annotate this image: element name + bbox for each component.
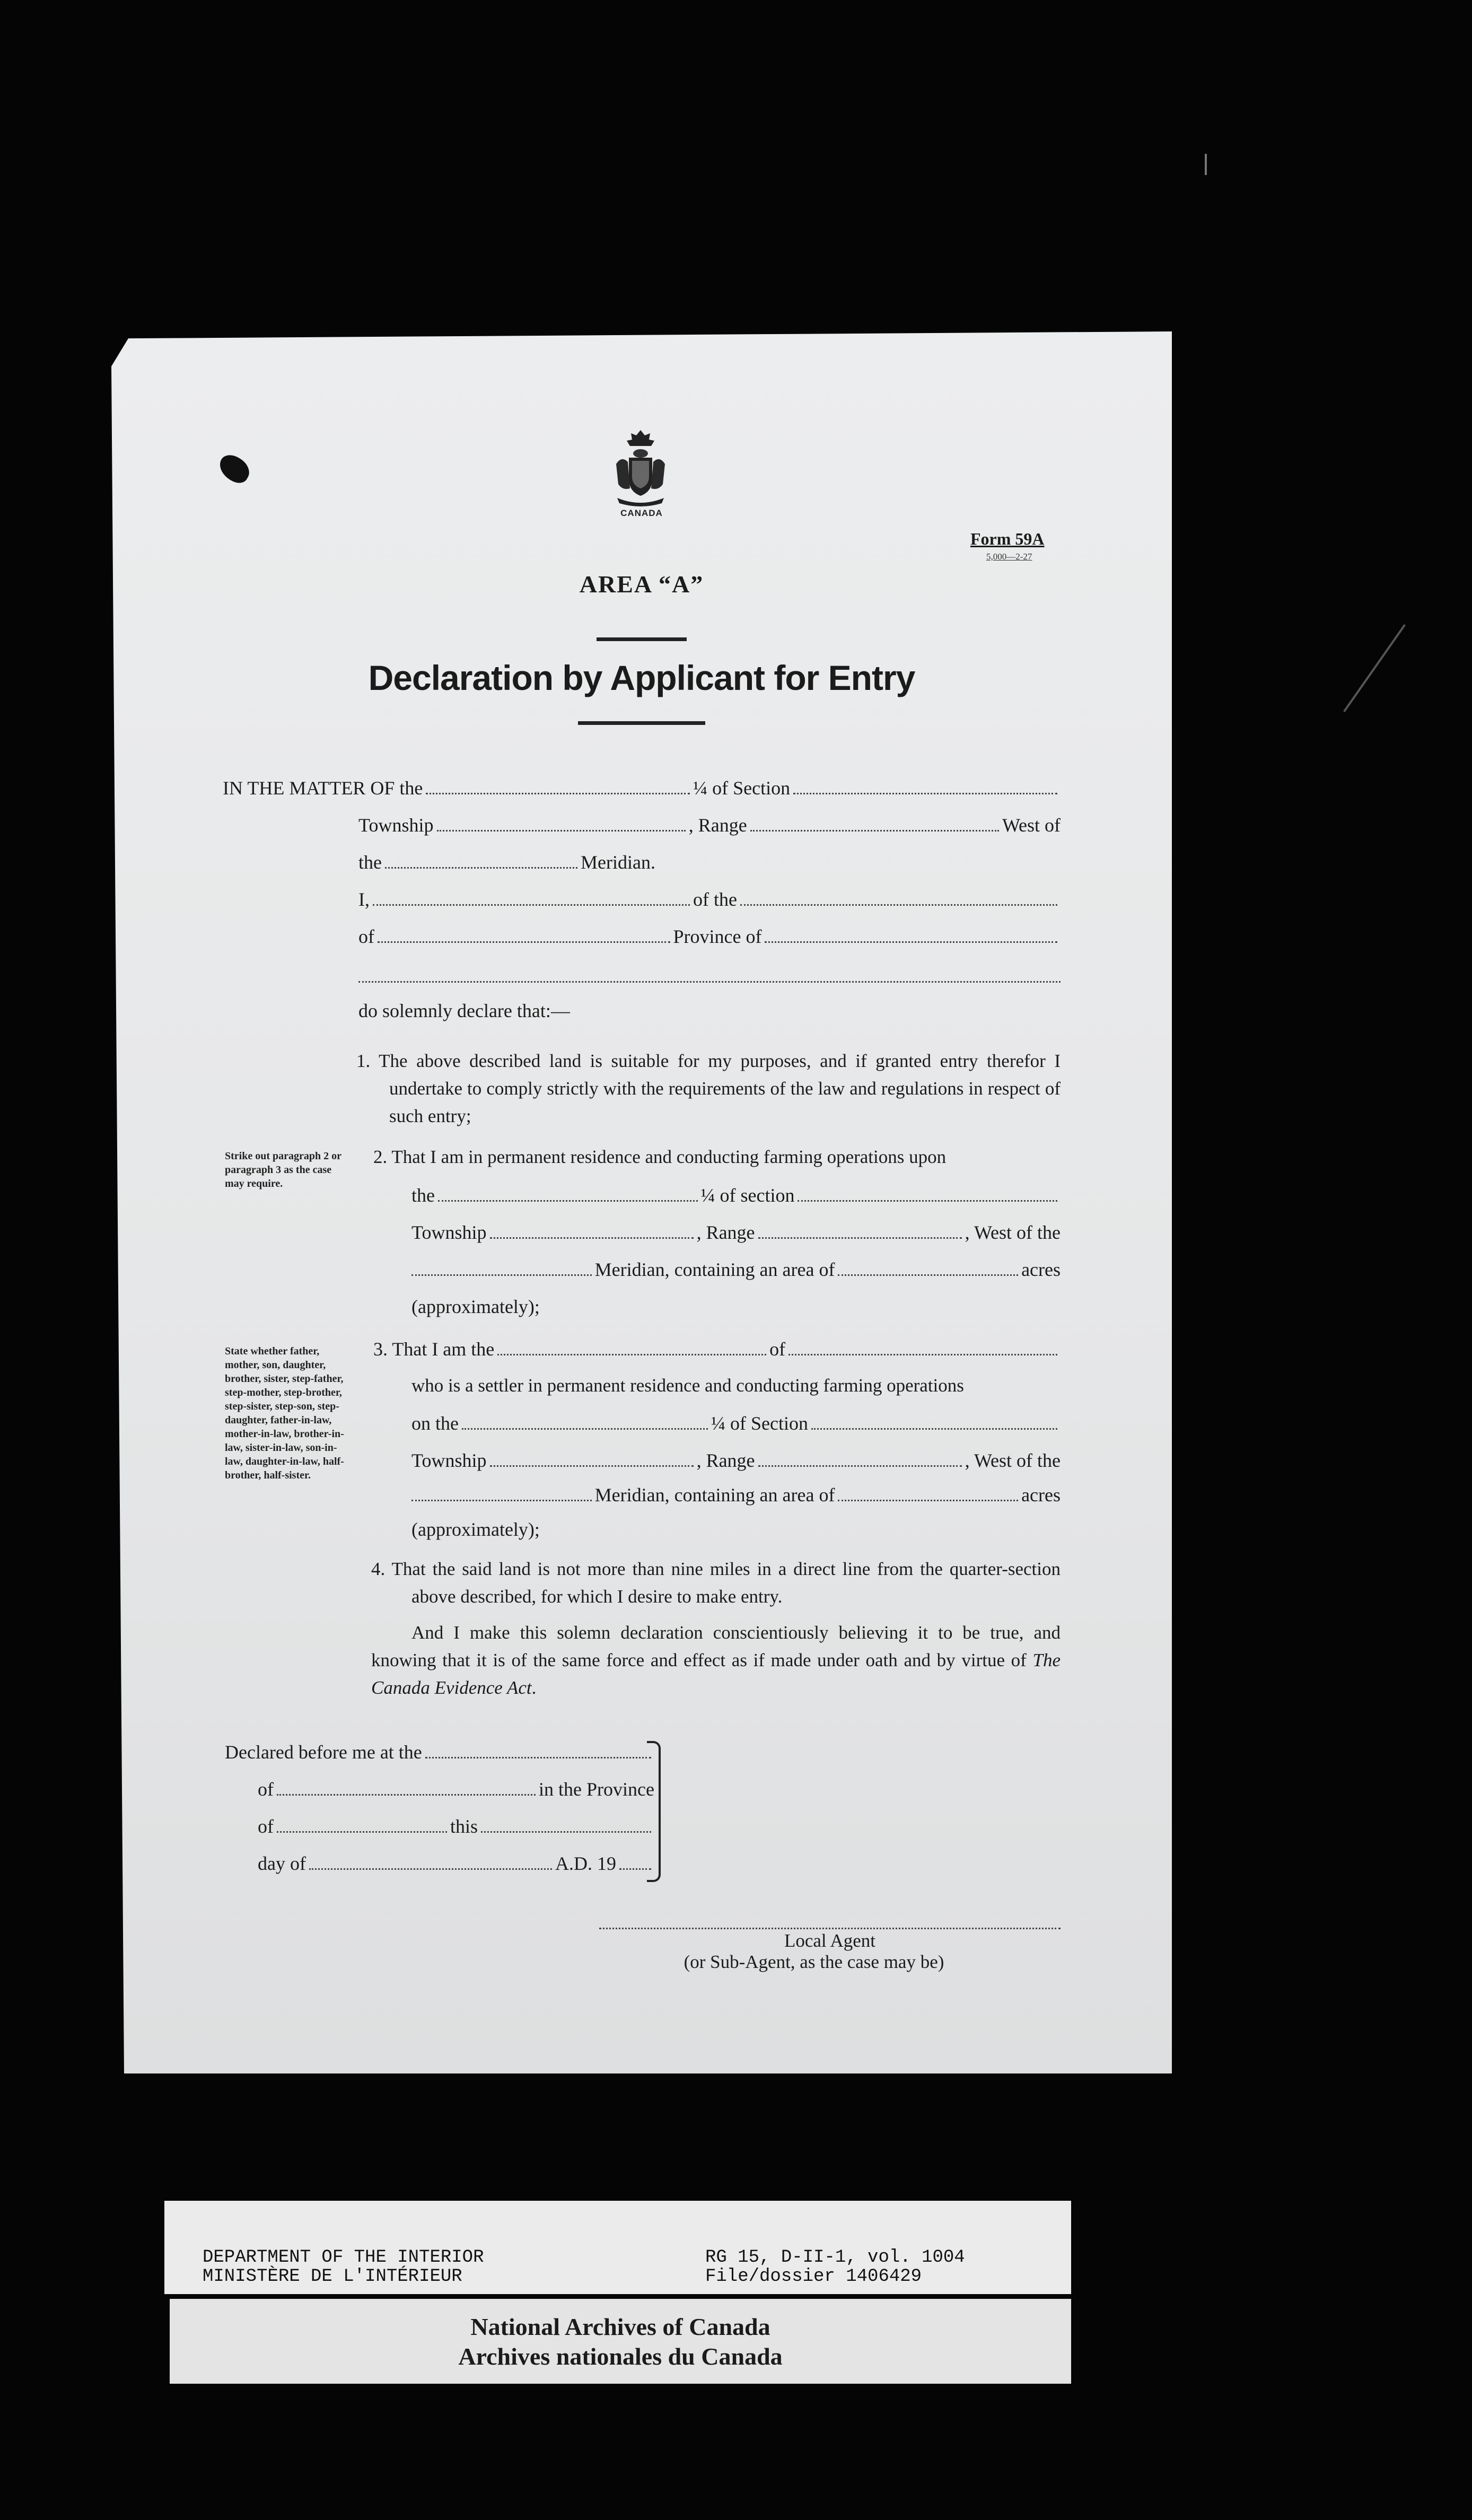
country-label: CANADA: [620, 508, 663, 518]
record-group: RG 15, D-II-1, vol. 1004: [705, 2247, 965, 2268]
clause-3-line-2: on the ¼ of Section: [411, 1412, 1061, 1434]
divider: [578, 721, 705, 725]
declared-line-4: day of A.D. 19: [258, 1852, 654, 1875]
clause-3-approx: (approximately);: [411, 1519, 540, 1540]
signature-line: [599, 1928, 1061, 1929]
matter-line-1: IN THE MATTER OF the ¼ of Section: [223, 777, 1061, 799]
side-note-relationship: State whether father, mother, son, daughter, brother, sister, step-father, step-mother, step-brother, step-sister, step-son, step-daughter, father-in-law, mother-in-law, brother-in-law, sister-in-law, son-in-law, daughter-in-law, half-brother, half-sister.: [225, 1345, 344, 1481]
matter-line-2: Township , Range West of: [358, 815, 1061, 836]
clause-1: 1. The above described land is suitable for my purposes, and if granted entry therefor I undertake to comply strictly with the requirements of the law and regulations in respect of such entry;: [356, 1051, 1061, 1126]
archive-reference-label: [164, 2201, 1071, 2251]
sub-agent-label: (or Sub-Agent, as the case may be): [684, 1952, 944, 1972]
side-note-strike: Strike out paragraph 2 or paragraph 3 as the case may require.: [225, 1150, 341, 1189]
file-number: File/dossier 1406429: [705, 2267, 922, 2287]
clause-3-settler: who is a settler in permanent residence and conducting farming operations: [411, 1375, 964, 1396]
clause-2-line-3: Meridian, containing an area of acres: [411, 1258, 1061, 1281]
declared-line-1: Declared before me at the: [225, 1741, 654, 1763]
declared-line-3: of this: [258, 1815, 654, 1838]
blank-line: [358, 981, 1061, 983]
form-number: Form 59A: [970, 529, 1045, 548]
solemn-declaration: And I make this solemn declaration conscientiously believing it to be true, and knowing that it is of the same force and effect as if made under oath and by virtue of The Canada Evidence Act.: [371, 1622, 1061, 1698]
scan-mark: [1343, 624, 1406, 712]
matter-line-3: the Meridian.: [358, 852, 655, 873]
archives-name-fr: Archives nationales du Canada: [458, 2343, 783, 2370]
brace: [647, 1741, 661, 1882]
department-en: DEPARTMENT OF THE INTERIOR: [203, 2247, 484, 2268]
clause-4: 4. That the said land is not more than nine miles in a direct line from the quarter-section above described, for which I desire to make entry.: [371, 1559, 1061, 1607]
clause-3-line-1: 3. That I am the of: [373, 1338, 1061, 1360]
department-fr: MINISTÈRE DE L'INTÉRIEUR: [203, 2267, 462, 2287]
clause-3-line-3: Township , Range , West of the: [411, 1450, 1061, 1471]
scan-mark: [1205, 154, 1207, 175]
clause-2-approx: (approximately);: [411, 1296, 540, 1317]
page-title: Declaration by Applicant for Entry: [368, 658, 915, 697]
declare-line: do solemnly declare that:—: [358, 1000, 570, 1021]
form-print-code: 5,000—2-27: [986, 552, 1032, 562]
clause-2-intro: 2. That I am in permanent residence and conducting farming operations upon: [373, 1147, 947, 1167]
archives-name-en: National Archives of Canada: [470, 2313, 770, 2340]
matter-line-4: I, of the: [358, 888, 1061, 911]
agent-label: Local Agent: [784, 1930, 876, 1951]
area-heading: AREA “A”: [579, 571, 704, 598]
matter-line-5: of Province of: [358, 925, 1061, 948]
coat-of-arms-icon: [609, 427, 672, 506]
declared-line-2: of in the Province: [258, 1779, 654, 1800]
clause-3-line-4: Meridian, containing an area of acres: [411, 1484, 1061, 1506]
clause-2-line-2: Township , Range , West of the: [411, 1222, 1061, 1243]
divider: [597, 637, 687, 641]
clause-2-line-1: the ¼ of section: [411, 1184, 1061, 1206]
